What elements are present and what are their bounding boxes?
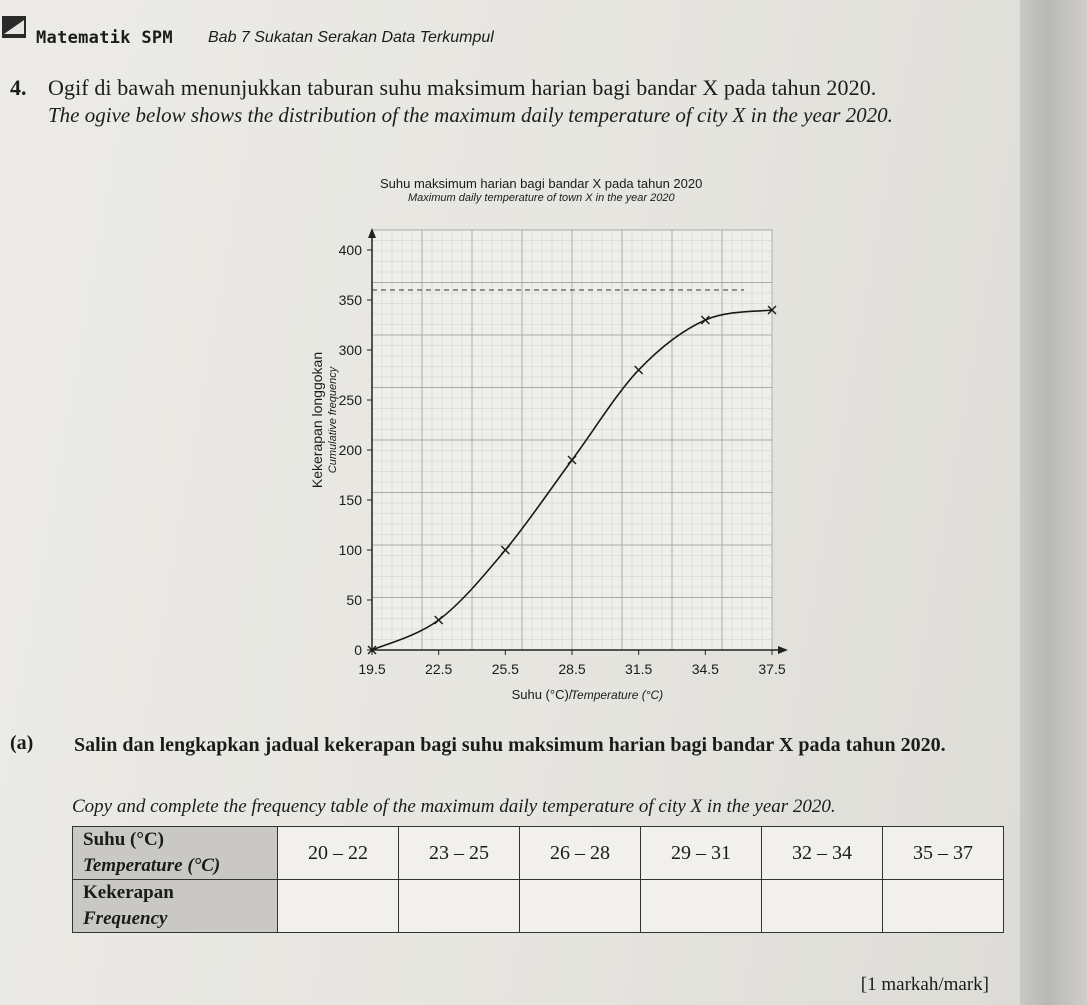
ogive-chart [290,205,790,710]
y-tick-label: 400 [338,242,362,258]
part-a-text-malay [44,732,1004,758]
frequency-header [73,880,278,933]
temperature-header-english: Temperature (°C) [83,855,221,876]
y-tick-labels [339,242,372,658]
frequency-blank-cell [641,880,762,933]
book-logo-icon [2,16,26,38]
x-axis-arrow [778,646,788,654]
y-axis-label-english: Cumulative frequency [327,366,339,474]
frequency-blank-cell [762,880,883,933]
page-header [0,22,700,52]
x-tick-label: 25.5 [491,661,519,677]
frequency-blank-cell [883,880,1004,933]
frequency-header-malay: Kekerapan [83,882,174,903]
chapter-title: Bab 7 Sukatan Serakan Data Terkumpul [208,29,494,46]
book-spine [1020,0,1087,1005]
y-tick-label: 100 [338,542,362,558]
x-tick-label: 19.5 [358,661,386,677]
frequency-header-english: Frequency [83,908,168,929]
chart-subtitle: Maximum daily temperature of town X in the year 2020 [408,192,675,204]
part-a-label: (a) [10,732,34,754]
x-axis-label-english: Temperature (°C) [570,688,664,702]
x-axis-label: Suhu (°C)/ [511,687,573,702]
x-tick-label: 28.5 [558,661,586,677]
frequency-blank-cell [399,880,520,933]
y-tick-label: 250 [338,392,362,408]
question-text-english: The ogive below shows the distribution of the maximum daily temperature of city X in the year 2020. [48,103,893,127]
part-a-text-english: Copy and complete the frequency table of the maximum daily temperature of city X in the year 2020. [72,796,836,817]
frequency-blank-cell [278,880,399,933]
frequency-table [72,826,1004,933]
x-tick-label: 31.5 [625,661,653,677]
marks-label: [1 markah/mark] [860,974,989,995]
frequency-blank-cell [520,880,641,933]
y-tick-label: 0 [354,642,362,658]
class-cell: 35 – 37 [883,827,1004,880]
x-tick-label: 34.5 [691,661,719,677]
class-cell: 32 – 34 [762,827,883,880]
temperature-row [73,827,1004,880]
book-title: Matematik SPM [36,28,173,48]
y-tick-label: 200 [338,442,362,458]
class-cell: 29 – 31 [641,827,762,880]
class-cell: 23 – 25 [399,827,520,880]
class-cell: 20 – 22 [278,827,399,880]
y-tick-label: 300 [338,342,362,358]
x-tick-label: 22.5 [425,661,453,677]
y-axis-label: Kekerapan longgokan [309,351,325,489]
x-tick-labels [358,650,785,677]
y-tick-label: 150 [338,492,362,508]
chart-title: Suhu maksimum harian bagi bandar X pada tahun 2020 [380,176,703,191]
x-tick-label: 37.5 [758,661,786,677]
part-a-instruction: Salin dan lengkapkan jadual kekerapan bagi suhu maksimum harian bagi bandar X pada tahun 2020. [74,734,946,756]
class-cell: 26 – 28 [520,827,641,880]
temperature-header [73,827,278,880]
temperature-header-malay: Suhu (°C) [83,829,164,850]
y-tick-label: 350 [338,292,362,308]
question-number: 4. [10,75,27,100]
y-tick-label: 50 [346,592,362,608]
frequency-row [73,880,1004,933]
question-text-malay: Ogif di bawah menunjukkan taburan suhu maksimum harian bagi bandar X pada tahun 2020. [48,75,877,100]
